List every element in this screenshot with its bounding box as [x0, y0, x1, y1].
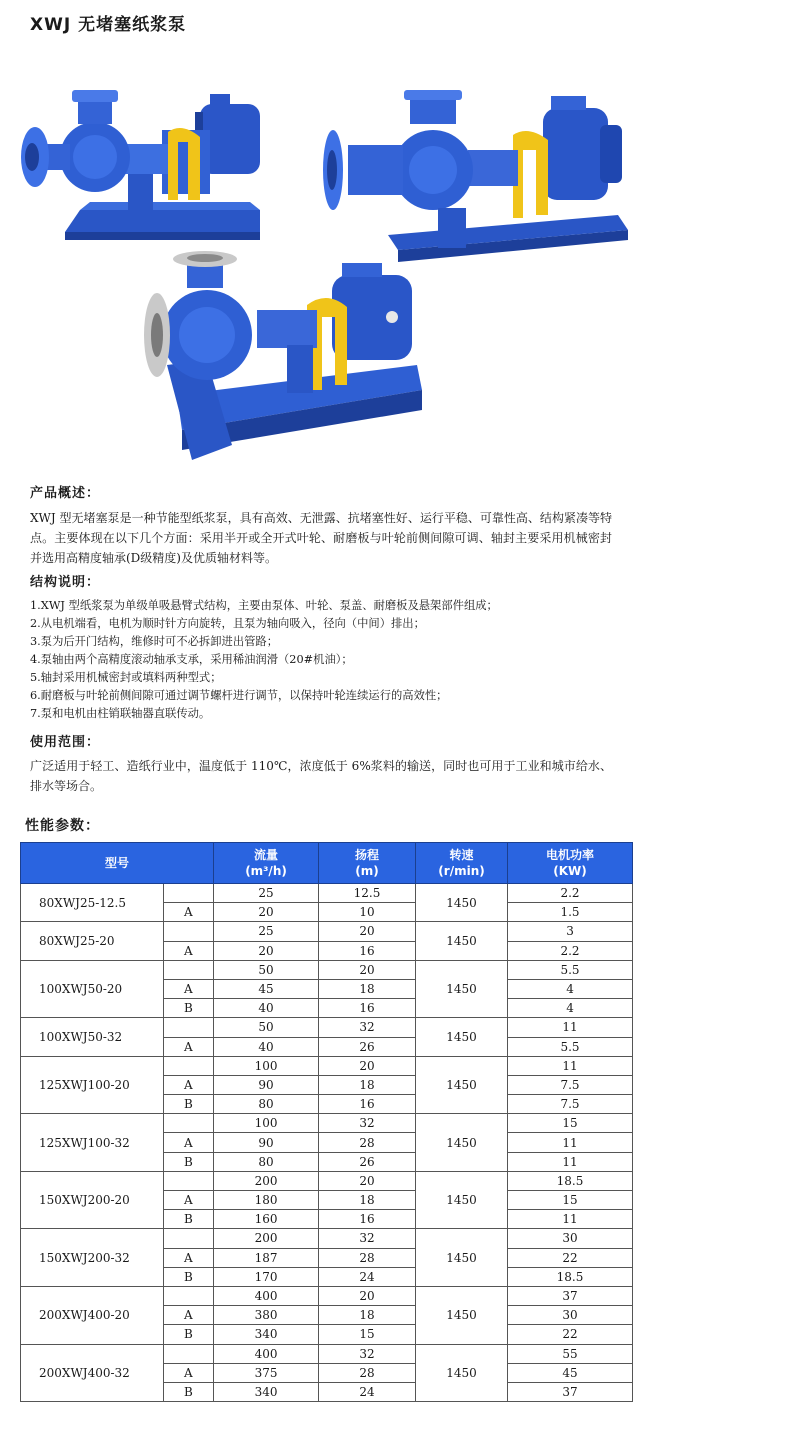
power-cell: 5.5: [508, 960, 633, 979]
performance-heading: 性能参数：: [25, 818, 100, 834]
overview-heading: 产品概述：: [30, 486, 101, 501]
performance-table: [20, 842, 633, 1402]
table-row: [21, 960, 633, 979]
variant-cell: [164, 1286, 214, 1305]
power-cell: 11: [508, 1018, 633, 1037]
variant-cell: B: [164, 1210, 214, 1229]
structure-heading: 结构说明：: [30, 575, 101, 590]
variant-cell: A: [164, 1133, 214, 1152]
structure-item: 5.轴封采用机械密封或填料两种型式；: [30, 671, 222, 684]
power-cell: 22: [508, 1325, 633, 1344]
power-cell: 4: [508, 999, 633, 1018]
variant-cell: [164, 884, 214, 903]
power-cell: 15: [508, 1191, 633, 1210]
power-cell: 37: [508, 1286, 633, 1305]
variant-cell: [164, 960, 214, 979]
power-cell: 4: [508, 979, 633, 998]
power-cell: 55: [508, 1344, 633, 1363]
flow-cell: 100: [214, 1056, 319, 1075]
power-cell: 30: [508, 1229, 633, 1248]
head-cell: 10: [319, 903, 416, 922]
flow-cell: 80: [214, 1152, 319, 1171]
power-cell: 7.5: [508, 1075, 633, 1094]
flow-cell: 375: [214, 1363, 319, 1382]
flow-cell: 45: [214, 979, 319, 998]
model-cell: 100XWJ50-20: [21, 960, 164, 1018]
flow-cell: 187: [214, 1248, 319, 1267]
variant-cell: A: [164, 1037, 214, 1056]
structure-item: 6.耐磨板与叶轮前侧间隙可通过调节螺杆进行调节，以保持叶轮连续运行的高效性；: [30, 689, 448, 702]
power-cell: 2.2: [508, 941, 633, 960]
variant-cell: A: [164, 1363, 214, 1382]
model-cell: 150XWJ200-20: [21, 1171, 164, 1229]
model-cell: 200XWJ400-20: [21, 1286, 164, 1344]
variant-cell: A: [164, 1075, 214, 1094]
structure-item: 1.XWJ 型纸浆泵为单级单吸悬臂式结构，主要由泵体、叶轮、泵盖、耐磨板及悬架部件组成；: [30, 599, 498, 612]
power-cell: 15: [508, 1114, 633, 1133]
flow-cell: 400: [214, 1286, 319, 1305]
flow-cell: 25: [214, 884, 319, 903]
head-cell: 18: [319, 1075, 416, 1094]
table-header-row: [21, 843, 633, 884]
table-row: [21, 1171, 633, 1190]
variant-cell: A: [164, 903, 214, 922]
table-row: [21, 1018, 633, 1037]
head-cell: 26: [319, 1037, 416, 1056]
overview-text: XWJ 型无堵塞泵是一种节能型纸浆泵，具有高效、无泄露、抗堵塞性好、运行平稳、可靠性高、结构紧凑等特点。主要体现在以下几个方面：采用半开或全开式叶轮、耐磨板与叶轮前侧间隙可调、轴封主要采用机械密封并选用高精度轴承(D级精度)及优质轴材料等。: [30, 511, 612, 565]
power-cell: 18.5: [508, 1171, 633, 1190]
table-row: [21, 1344, 633, 1363]
flow-cell: 100: [214, 1114, 319, 1133]
variant-cell: B: [164, 1095, 214, 1114]
speed-cell: 1450: [416, 1114, 508, 1172]
variant-cell: B: [164, 1325, 214, 1344]
model-cell: 80XWJ25-20: [21, 922, 164, 960]
performance-table-body: [21, 884, 633, 1402]
variant-cell: B: [164, 1152, 214, 1171]
head-cell: 32: [319, 1344, 416, 1363]
power-cell: 45: [508, 1363, 633, 1382]
flow-cell: 160: [214, 1210, 319, 1229]
flow-cell: 90: [214, 1133, 319, 1152]
power-cell: 11: [508, 1210, 633, 1229]
model-cell: 125XWJ100-20: [21, 1056, 164, 1114]
head-cell: 16: [319, 1210, 416, 1229]
head-cell: 20: [319, 1056, 416, 1075]
power-cell: 37: [508, 1382, 633, 1401]
structure-item: 3.泵为后开门结构，维修时可不必拆卸进出管路；: [30, 635, 279, 648]
flow-cell: 20: [214, 941, 319, 960]
pump-photo-1: [10, 82, 272, 240]
head-cell: 26: [319, 1152, 416, 1171]
speed-cell: 1450: [416, 1344, 508, 1402]
head-cell: 16: [319, 941, 416, 960]
variant-cell: [164, 922, 214, 941]
structure-item: 7.泵和电机由柱销联轴器直联传动。: [30, 707, 211, 720]
variant-cell: A: [164, 979, 214, 998]
head-cell: 32: [319, 1114, 416, 1133]
flow-cell: 90: [214, 1075, 319, 1094]
speed-cell: 1450: [416, 1286, 508, 1344]
power-cell: 11: [508, 1056, 633, 1075]
table-row: [21, 884, 633, 903]
variant-cell: B: [164, 1267, 214, 1286]
power-cell: 1.5: [508, 903, 633, 922]
head-cell: 20: [319, 1286, 416, 1305]
variant-cell: [164, 1114, 214, 1133]
flow-cell: 340: [214, 1325, 319, 1344]
structure-item: 4.泵轴由两个高精度滚动轴承支承，采用稀油润滑（20#机油）；: [30, 653, 353, 666]
usage-text: 广泛适用于轻工、造纸行业中，温度低于 110℃，浓度低于 6%浆料的输送，同时也可用于工业和城市给水、排水等场合。: [30, 759, 612, 793]
variant-cell: [164, 1018, 214, 1037]
flow-cell: 200: [214, 1171, 319, 1190]
head-cell: 32: [319, 1018, 416, 1037]
flow-cell: 50: [214, 1018, 319, 1037]
head-cell: 32: [319, 1229, 416, 1248]
power-cell: 5.5: [508, 1037, 633, 1056]
table-row: [21, 922, 633, 941]
head-cell: 20: [319, 960, 416, 979]
flow-cell: 180: [214, 1191, 319, 1210]
flow-cell: 200: [214, 1229, 319, 1248]
flow-cell: 25: [214, 922, 319, 941]
variant-cell: A: [164, 941, 214, 960]
variant-cell: [164, 1344, 214, 1363]
head-cell: 15: [319, 1325, 416, 1344]
model-cell: 100XWJ50-32: [21, 1018, 164, 1056]
header-model: 型号: [21, 843, 214, 884]
power-cell: 2.2: [508, 884, 633, 903]
head-cell: 16: [319, 1095, 416, 1114]
header-head: 扬程 (m): [319, 843, 416, 884]
model-cell: 150XWJ200-32: [21, 1229, 164, 1287]
variant-cell: [164, 1056, 214, 1075]
flow-cell: 40: [214, 1037, 319, 1056]
variant-cell: A: [164, 1191, 214, 1210]
usage-heading: 使用范围：: [30, 735, 101, 750]
head-cell: 18: [319, 1191, 416, 1210]
flow-cell: 340: [214, 1382, 319, 1401]
power-cell: 30: [508, 1306, 633, 1325]
structure-item: 2.从电机端看，电机为顺时针方向旋转，且泵为轴向吸入，径向（中间）排出；: [30, 617, 425, 630]
table-row: [21, 1114, 633, 1133]
variant-cell: A: [164, 1248, 214, 1267]
variant-cell: B: [164, 999, 214, 1018]
speed-cell: 1450: [416, 884, 508, 922]
structure-list: [30, 597, 620, 723]
speed-cell: 1450: [416, 960, 508, 1018]
head-cell: 28: [319, 1133, 416, 1152]
head-cell: 24: [319, 1267, 416, 1286]
power-cell: 7.5: [508, 1095, 633, 1114]
head-cell: 18: [319, 1306, 416, 1325]
flow-cell: 400: [214, 1344, 319, 1363]
variant-cell: A: [164, 1306, 214, 1325]
page-title: XWJ 无堵塞纸浆泵: [30, 15, 187, 35]
head-cell: 18: [319, 979, 416, 998]
flow-cell: 80: [214, 1095, 319, 1114]
pump-photo-3: [137, 245, 427, 465]
head-cell: 28: [319, 1248, 416, 1267]
head-cell: 20: [319, 922, 416, 941]
head-cell: 16: [319, 999, 416, 1018]
variant-cell: B: [164, 1382, 214, 1401]
head-cell: 12.5: [319, 884, 416, 903]
table-row: [21, 1056, 633, 1075]
pump-photo-2: [318, 90, 638, 270]
speed-cell: 1450: [416, 922, 508, 960]
power-cell: 18.5: [508, 1267, 633, 1286]
table-row: [21, 1286, 633, 1305]
variant-cell: [164, 1171, 214, 1190]
head-cell: 28: [319, 1363, 416, 1382]
flow-cell: 380: [214, 1306, 319, 1325]
header-speed: 转速 (r/min): [416, 843, 508, 884]
power-cell: 3: [508, 922, 633, 941]
power-cell: 11: [508, 1133, 633, 1152]
model-cell: 125XWJ100-32: [21, 1114, 164, 1172]
flow-cell: 20: [214, 903, 319, 922]
power-cell: 11: [508, 1152, 633, 1171]
header-flow: 流量 (m³/h): [214, 843, 319, 884]
flow-cell: 40: [214, 999, 319, 1018]
table-row: [21, 1229, 633, 1248]
head-cell: 24: [319, 1382, 416, 1401]
head-cell: 20: [319, 1171, 416, 1190]
power-cell: 22: [508, 1248, 633, 1267]
model-cell: 80XWJ25-12.5: [21, 884, 164, 922]
model-cell: 200XWJ400-32: [21, 1344, 164, 1402]
speed-cell: 1450: [416, 1171, 508, 1229]
flow-cell: 50: [214, 960, 319, 979]
variant-cell: [164, 1229, 214, 1248]
header-power: 电机功率 (KW): [508, 843, 633, 884]
speed-cell: 1450: [416, 1018, 508, 1056]
flow-cell: 170: [214, 1267, 319, 1286]
speed-cell: 1450: [416, 1056, 508, 1114]
speed-cell: 1450: [416, 1229, 508, 1287]
